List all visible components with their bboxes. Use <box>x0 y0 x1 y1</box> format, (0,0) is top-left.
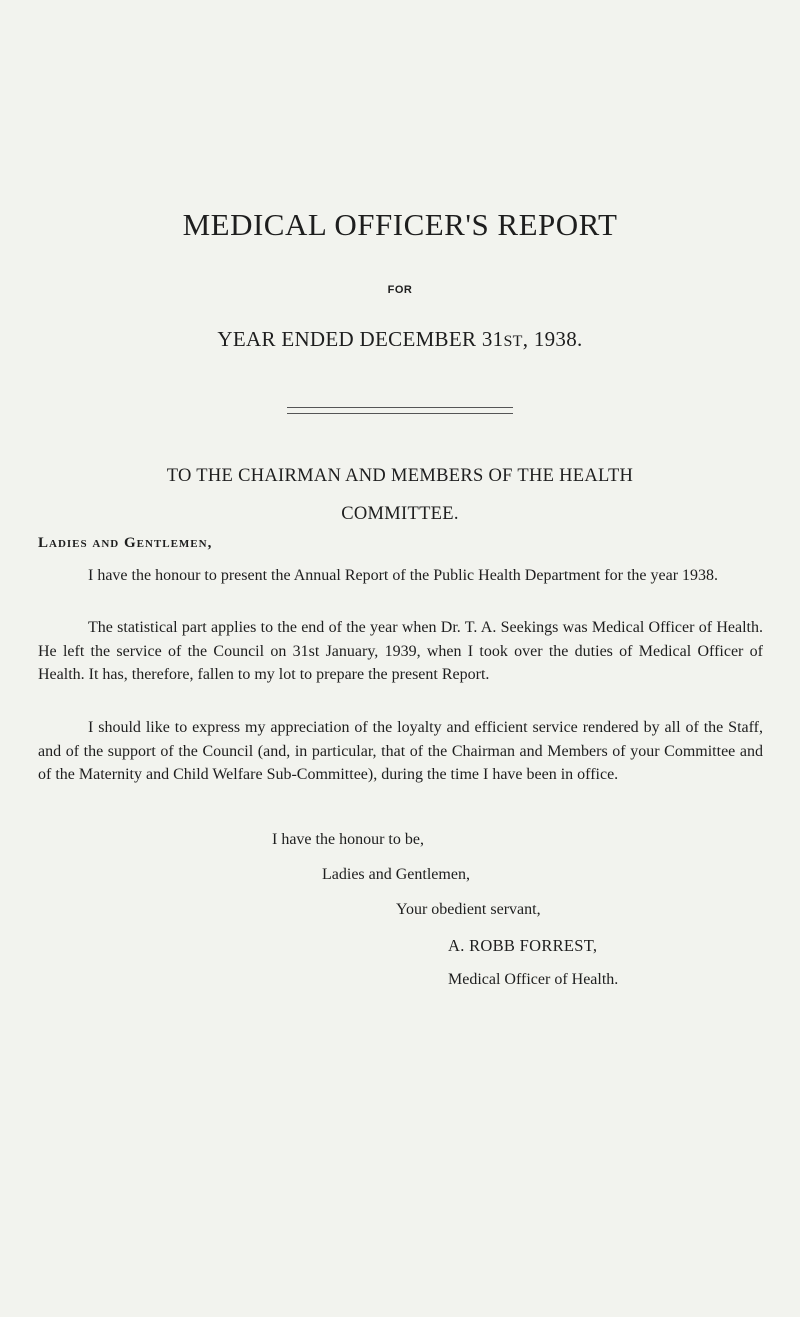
address-line-1: TO THE CHAIRMAN AND MEMBERS OF THE HEALTH <box>166 466 634 486</box>
closing-line-3: Your obedient servant, <box>396 901 541 918</box>
double-rule-divider <box>287 407 513 414</box>
salutation: Ladies and Gentlemen, <box>38 535 213 551</box>
closing-line-2: Ladies and Gentlemen, <box>322 866 470 883</box>
subtitle-ordinal: ST <box>503 333 523 350</box>
signature-name: A. ROBB FORREST, <box>448 936 598 955</box>
subtitle-main: YEAR ENDED DECEMBER 31 <box>217 327 504 351</box>
subtitle-year: , 1938. <box>522 327 583 351</box>
report-title: MEDICAL OFFICER'S REPORT <box>182 207 618 242</box>
report-subtitle <box>0 327 800 352</box>
address-line-2: COMMITTEE. <box>341 504 459 524</box>
address-heading <box>0 457 800 533</box>
closing-line-1: I have the honour to be, <box>272 831 424 848</box>
for-label: FOR <box>387 284 413 296</box>
body-paragraph-1: I have the honour to present the Annual Report of the Public Health Department for the year 1938. <box>88 567 719 584</box>
body-paragraph-2: The statistical part applies to the end of the year when Dr. T. A. Seekings was Medical Officer of Health. He left the service of the Council on 31st January, 1939, when I took over the duties of Medical Officer of Health. It has, therefore, fallen to my lot to prepare the present Report. <box>38 619 763 683</box>
signature-position: Medical Officer of Health. <box>448 971 619 988</box>
body-paragraph-3: I should like to express my appreciation of the loyalty and efficient service rendered by all of the Staff, and of the support of the Council (and, in particular, that of the Chairman and Members of your Committee and of the Maternity and Child Welfare Sub-Committee), during the time I have been in office. <box>38 719 763 783</box>
